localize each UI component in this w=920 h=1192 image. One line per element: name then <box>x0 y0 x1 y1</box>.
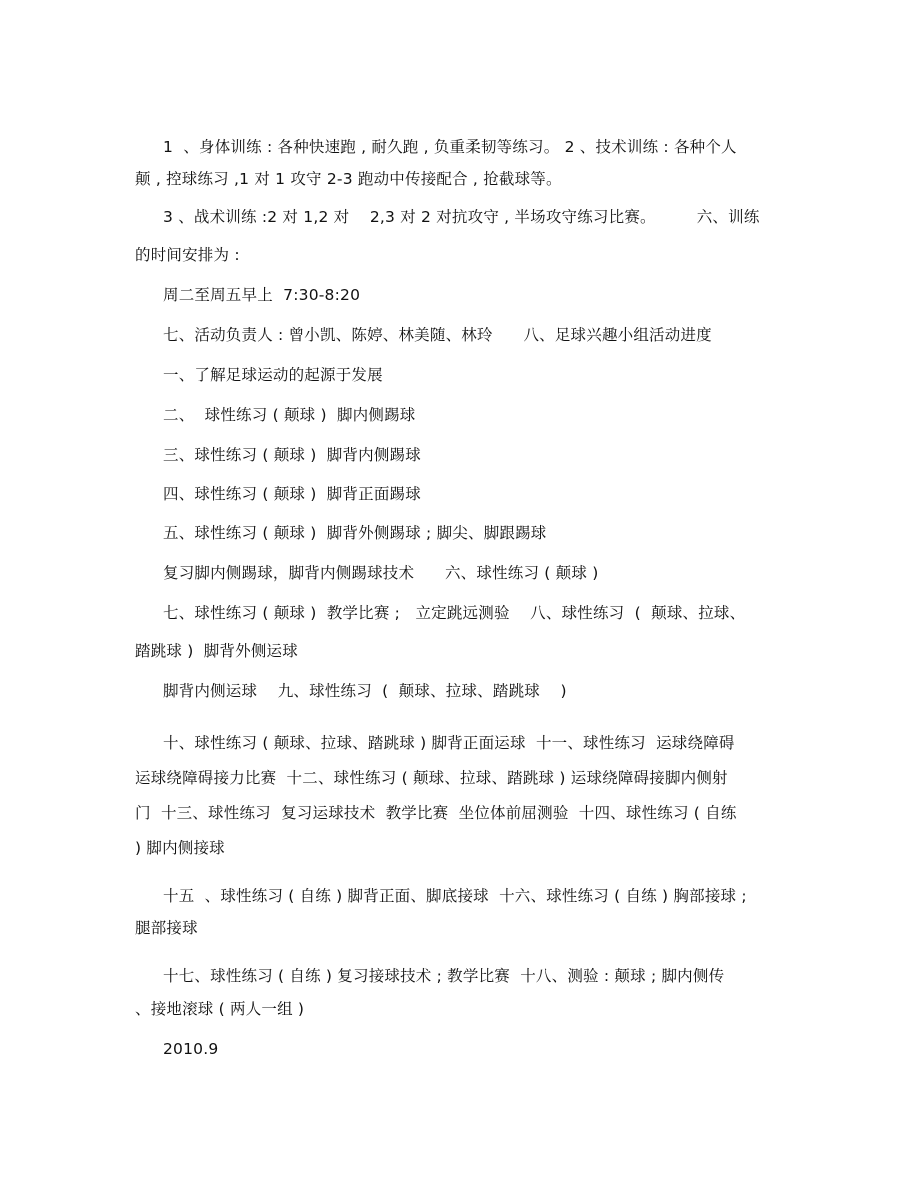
text-line: 五、球性练习 ( 颠球 ) 脚背外侧踢球 ; 脚尖、脚跟踢球 <box>163 524 547 542</box>
text-line: 二、 球性练习 ( 颠球 ) 脚内侧踢球 <box>163 406 416 424</box>
text-line: 1 、身体训练 : 各种快速跑 , 耐久跑 , 负重柔韧等练习。 2 、技术训练 : 各种个人 <box>163 138 737 156</box>
text-line: 的时间安排为 : <box>135 246 240 264</box>
text-line: 四、球性练习 ( 颠球 ) 脚背正面踢球 <box>163 485 421 503</box>
text-line: 3 、战术训练 :2 对 1,2 对 2,3 对 2 对抗攻守 , 半场攻守练习比赛。 六、训练 <box>163 208 760 226</box>
text-line: 七、球性练习 ( 颠球 ) 教学比赛 ; 立定跳远测验 八、球性练习 ( 颠球、拉球、 <box>163 604 746 622</box>
text-line: 三、球性练习 ( 颠球 ) 脚背内侧踢球 <box>163 446 421 464</box>
text-line: 颠 , 控球练习 ,1 对 1 攻守 2-3 跑动中传接配合 , 抢截球等。 <box>135 170 562 188</box>
text-line: 十七、球性练习 ( 自练 ) 复习接球技术 ; 教学比赛 十八、测验 : 颠球 ; 脚内侧传 <box>163 967 725 985</box>
text-line: 腿部接球 <box>135 919 198 937</box>
text-line: 复习脚内侧踢球，脚背内侧踢球技术 六、球性练习 ( 颠球 ) <box>163 564 599 582</box>
text-line: ) 脚内侧接球 <box>135 839 225 857</box>
text-line: 脚背内侧运球 九、球性练习 ( 颠球、拉球、踏跳球 ) <box>163 682 567 700</box>
document-date: 2010.9 <box>163 1040 219 1058</box>
text-line: 门 十三、球性练习 复习运球技术 教学比赛 坐位体前屈测验 十四、球性练习 ( 自练 <box>135 804 737 822</box>
text-line: 周二至周五早上 7:30-8:20 <box>163 286 361 304</box>
text-line: 一、了解足球运动的起源于发展 <box>163 366 383 384</box>
text-line: 运球绕障碍接力比赛 十二、球性练习 ( 颠球、拉球、踏跳球 ) 运球绕障碍接脚内侧射 <box>135 769 728 787</box>
text-line: 、接地滚球 ( 两人一组 ) <box>135 1000 305 1018</box>
text-line: 七、活动负责人 : 曾小凯、陈婷、林美随、林玲 八、足球兴趣小组活动进度 <box>163 326 712 344</box>
text-line: 十、球性练习 ( 颠球、拉球、踏跳球 ) 脚背正面运球 十一、球性练习 运球绕障碍 <box>163 734 735 752</box>
text-line: 踏跳球 ) 脚背外侧运球 <box>135 642 298 660</box>
text-line: 十五 、球性练习 ( 自练 ) 脚背正面、脚底接球 十六、球性练习 ( 自练 ) 胸部接球 ; <box>163 887 747 905</box>
